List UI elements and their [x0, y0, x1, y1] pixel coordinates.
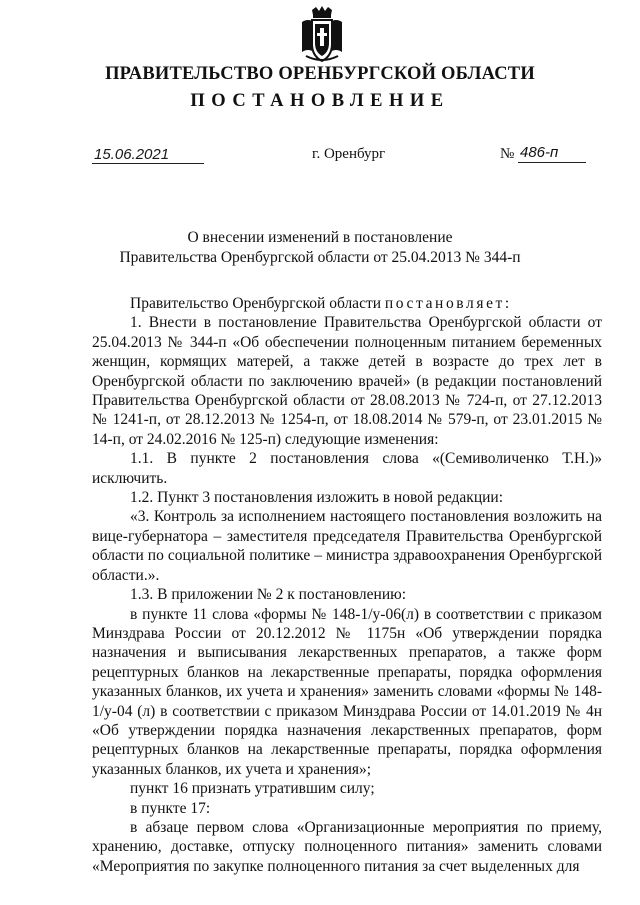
document-type-title: ПОСТАНОВЛЕНИЕ	[190, 91, 450, 111]
intro-prefix: Правительство Оренбургской области	[130, 295, 385, 312]
paragraph-1-3-a: в пункте 11 слова «формы № 148-1/у-06(л) в соответствии с приказом Минздрава России от 20.12.2012 № 1175н «Об утверждении порядка назначения и выписывания лекарственных препаратов, а также форм рецептурных бланков на лекарственные препараты, порядка оформления указанных бланков, их учета и хранения» заменить словами «формы № 148-1/у-04 (л) в соответствии с приказом Минздрава России от 14.01.2019 № 4н «Об утверждении порядка назначения лекарственных препаратов, форм рецептурных бланков на лекарственные препараты, порядка оформления указанных бланков, их учета и хранения»;	[92, 605, 602, 778]
paragraph-1-3-b: пункт 16 признать утратившим силу;	[130, 780, 375, 798]
intro-suffix: :	[504, 295, 510, 312]
paragraph-1-1: 1.1. В пункте 2 постановления слова «(Семиволиченко Т.Н.)» исключить.	[92, 450, 602, 487]
intro-decree-word: постановляет	[384, 295, 505, 312]
document-number: 486-п	[518, 144, 586, 163]
document-body	[92, 294, 602, 876]
paragraph-1-3: 1.3. В приложении № 2 к постановлению:	[130, 586, 407, 604]
paragraph-1-3-d: в абзаце первом слова «Организационные мероприятия по приему, хранению, доставке, отпуску полноценного питания» заменить словами «Мероприятия по закупке полноценного питания за счет выделенных для	[92, 818, 602, 875]
government-title: ПРАВИТЕЛЬСТВО ОРЕНБУРГСКОЙ ОБЛАСТИ	[105, 64, 535, 84]
paragraph-1-3-c: в пункте 17:	[130, 799, 211, 817]
subject-line-1: О внесении изменений в постановление	[187, 229, 453, 246]
coat-of-arms-icon	[298, 6, 346, 64]
document-date: 15.06.2021	[92, 146, 204, 164]
intro-paragraph	[92, 294, 602, 313]
subject-line-2: Правительства Оренбургской области от 25.04.2013 № 344-п	[119, 249, 521, 266]
paragraph-1-2: 1.2. Пункт 3 постановления изложить в новой редакции:	[130, 489, 504, 507]
document-number-label: №	[500, 146, 515, 162]
paragraph-1-2-quote: «3. Контроль за исполнением настоящего постановления возложить на вице-губернатора – заместителя председателя Правительства Оренбургской области по социальной политике – министра здравоохранения Оренбургской области.».	[92, 508, 602, 584]
document-city: г. Оренбург	[312, 146, 386, 162]
paragraph-1: 1. Внести в постановление Правительства Оренбургской области от 25.04.2013 № 344-п «Об обеспечении полноценным питанием беременных женщин, кормящих матерей, а также детей в возрасте до трех лет в Оренбургской области по заключению врачей» (в редакции постановлений Правительства Оренбургской области от 28.08.2013 № 724-п, от 27.12.2013 № 1241-п, от 28.12.2013 № 1254-п, от 18.08.2014 № 579-п, от 23.01.2015 № 14-п, от 24.02.2016 № 125-п) следующие изменения:	[92, 314, 602, 448]
document-subject	[0, 228, 640, 268]
